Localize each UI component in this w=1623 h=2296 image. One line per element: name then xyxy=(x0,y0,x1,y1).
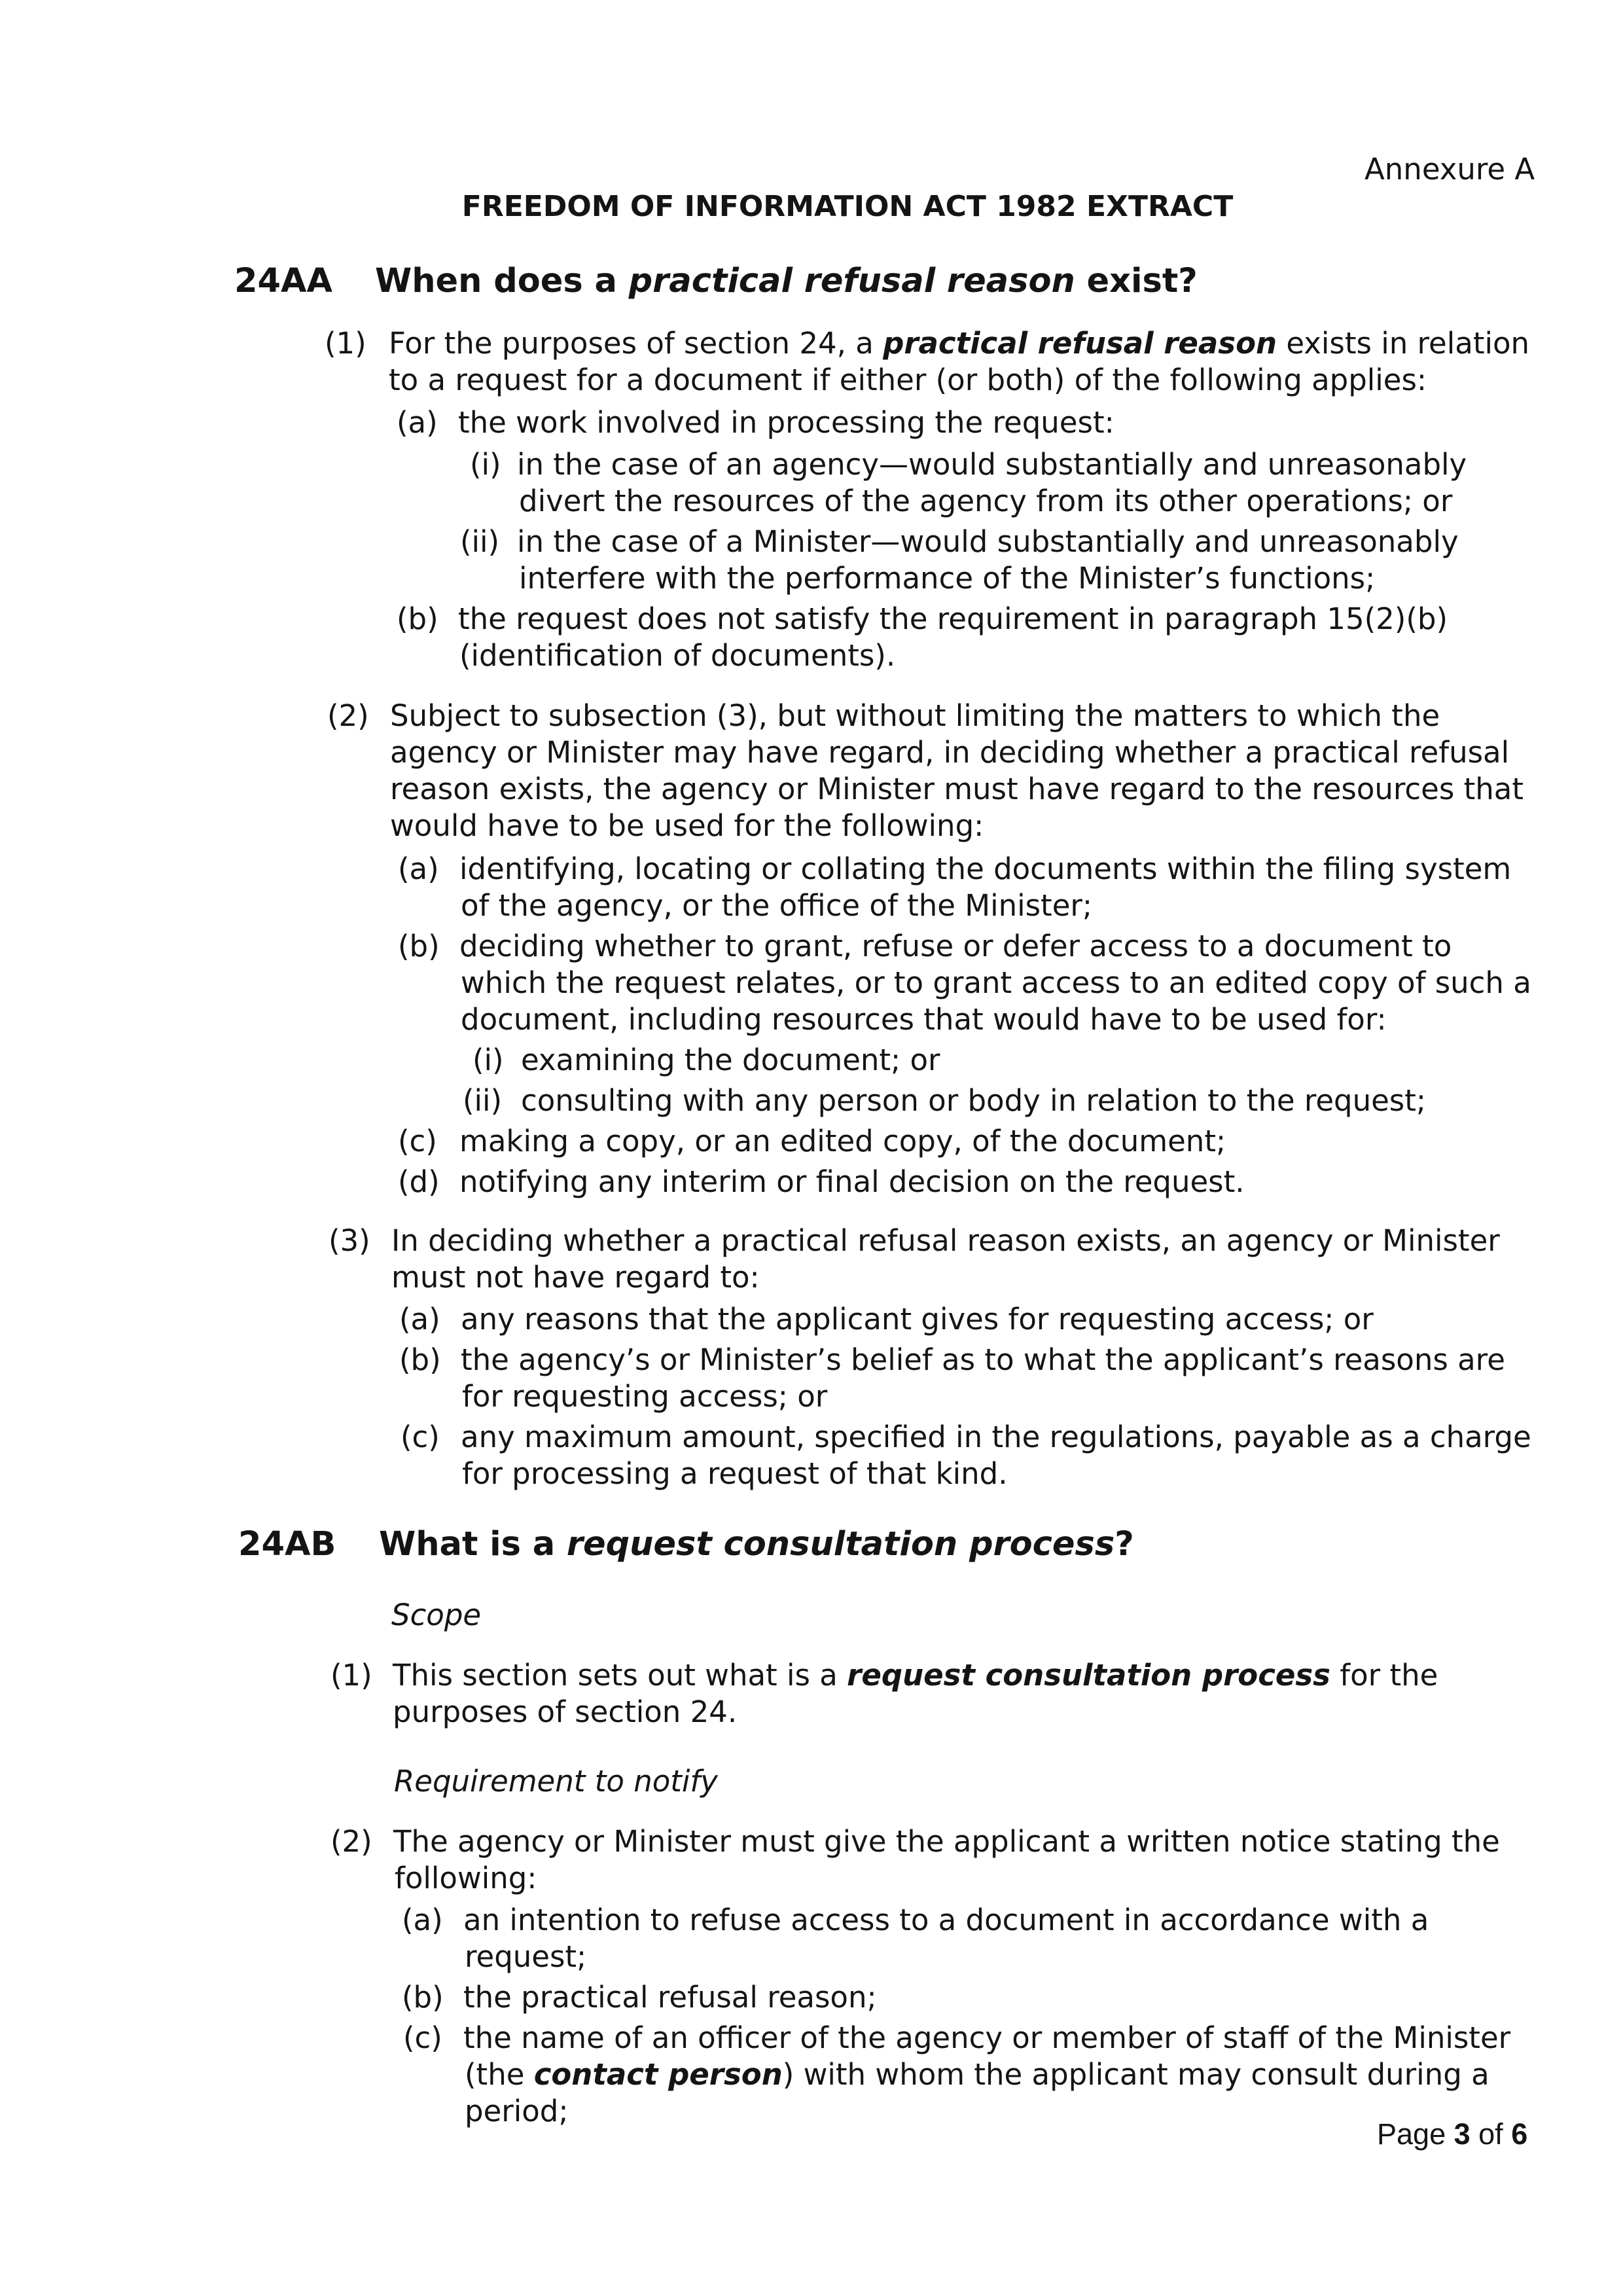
paragraph-text: (identification of documents). xyxy=(459,638,896,673)
defined-term: request consultation process xyxy=(847,1658,1330,1693)
heading-text: exist? xyxy=(1075,262,1198,300)
subparagraph-text: consulting with any person or body in relation to the request; xyxy=(521,1083,1427,1118)
paragraph-text: making a copy, or an edited copy, of the document; xyxy=(459,1124,1226,1158)
paragraph-number: (c) xyxy=(398,1124,437,1158)
subsection-number: (1) xyxy=(325,326,366,361)
paragraph-text: for processing a request of that kind. xyxy=(462,1456,1008,1491)
paragraph-number: (c) xyxy=(401,1420,440,1454)
heading-text: What is a xyxy=(379,1525,567,1564)
heading-text: When does a xyxy=(375,262,629,300)
subsection-number: (2) xyxy=(330,1824,372,1859)
subsection-number: (2) xyxy=(327,698,369,733)
paragraph-text: of the agency, or the office of the Minister; xyxy=(461,888,1093,923)
section-24aa-heading xyxy=(234,262,1198,300)
subparagraph-text: in the case of an agency—would substantially and unreasonably xyxy=(517,447,1467,482)
subsection-text: must not have regard to: xyxy=(391,1260,760,1295)
defined-term: practical refusal reason xyxy=(883,326,1277,361)
paragraph-text: the work involved in processing the request: xyxy=(458,405,1115,440)
subparagraph-text: interfere with the performance of the Minister’s functions; xyxy=(519,561,1376,596)
paragraph-text: (the contact person) with whom the applicant may consult during a xyxy=(465,2057,1489,2092)
subheading-scope: Scope xyxy=(391,1598,482,1632)
subparagraph-text: divert the resources of the agency from its other operations; or xyxy=(519,484,1453,518)
subparagraph-number: (i) xyxy=(473,1043,504,1077)
section-number: 24AA xyxy=(234,262,332,300)
document-title: FREEDOM OF INFORMATION ACT 1982 EXTRACT xyxy=(461,190,1234,223)
section-number: 24AB xyxy=(238,1525,336,1564)
subparagraph-number: (ii) xyxy=(460,524,500,559)
subsection-text: reason exists, the agency or Minister must have regard to the resources that xyxy=(390,772,1524,806)
paragraph-text: identifying, locating or collating the documents within the filing system xyxy=(459,852,1512,886)
annexure-label: Annexure A xyxy=(1364,152,1535,187)
subparagraph-number: (i) xyxy=(470,447,501,482)
subsection-text: For the purposes of section 24, a practical refusal reason exists in relation xyxy=(389,326,1530,361)
subparagraph-number: (ii) xyxy=(463,1083,503,1118)
paragraph-text: any reasons that the applicant gives for requesting access; or xyxy=(461,1302,1374,1336)
paragraph-number: (a) xyxy=(399,1302,440,1336)
paragraph-number: (b) xyxy=(398,929,440,963)
page-total: 6 xyxy=(1511,2117,1528,2151)
paragraph-text: the practical refusal reason; xyxy=(463,1980,877,2015)
paragraph-text: for requesting access; or xyxy=(462,1379,828,1414)
subsection-text: agency or Minister may have regard, in deciding whether a practical refusal xyxy=(390,735,1510,770)
subsection-text: Subject to subsection (3), but without limiting the matters to which the xyxy=(390,698,1440,733)
paragraph-number: (b) xyxy=(397,601,438,636)
subsection-text: In deciding whether a practical refusal reason exists, an agency or Minister xyxy=(391,1223,1500,1258)
heading-text: ? xyxy=(1115,1525,1134,1564)
subsection-number: (3) xyxy=(329,1223,370,1258)
paragraph-text: the agency’s or Minister’s belief as to what the applicant’s reasons are xyxy=(461,1342,1505,1377)
subsection-text: This section sets out what is a request consultation process for the xyxy=(393,1658,1438,1693)
heading-defined-term: practical refusal reason xyxy=(628,262,1075,300)
paragraph-text: period; xyxy=(465,2094,569,2128)
paragraph-number: (c) xyxy=(403,2020,442,2055)
paragraph-number: (a) xyxy=(402,1903,443,1937)
subsection-number: (1) xyxy=(330,1658,372,1693)
section-24ab-heading xyxy=(238,1525,1134,1564)
page-number: Page 3 of 6 xyxy=(1377,2117,1528,2151)
subsection-text: following: xyxy=(395,1861,537,1895)
paragraph-number: (b) xyxy=(399,1342,441,1377)
paragraph-text: an intention to refuse access to a document in accordance with a xyxy=(463,1903,1429,1937)
paragraph-text: notifying any interim or final decision on the request. xyxy=(459,1164,1245,1199)
paragraph-number: (b) xyxy=(402,1980,444,2015)
paragraph-text: the request does not satisfy the requirement in paragraph 15(2)(b) xyxy=(458,601,1448,636)
paragraph-text: any maximum amount, specified in the regulations, payable as a charge xyxy=(461,1420,1531,1454)
paragraph-number: (a) xyxy=(398,852,439,886)
subparagraph-text: examining the document; or xyxy=(521,1043,940,1077)
paragraph-text: request; xyxy=(465,1939,587,1974)
paragraph-number: (d) xyxy=(398,1164,440,1199)
subsection-text: would have to be used for the following: xyxy=(390,808,984,843)
subparagraph-text: in the case of a Minister—would substantially and unreasonably xyxy=(517,524,1459,559)
paragraph-text: deciding whether to grant, refuse or defer access to a document to xyxy=(459,929,1452,963)
defined-term: contact person xyxy=(533,2057,783,2092)
subheading-requirement-to-notify: Requirement to notify xyxy=(394,1764,718,1799)
subsection-text: The agency or Minister must give the applicant a written notice stating the xyxy=(393,1824,1500,1859)
heading-defined-term: request consultation process xyxy=(566,1525,1115,1564)
paragraph-text: document, including resources that would have to be used for: xyxy=(461,1002,1387,1037)
page-current: 3 xyxy=(1454,2117,1471,2151)
subsection-text: purposes of section 24. xyxy=(393,1695,738,1729)
subsection-text: to a request for a document if either (or both) of the following applies: xyxy=(389,363,1427,397)
paragraph-text: which the request relates, or to grant access to an edited copy of such a xyxy=(461,965,1531,1000)
paragraph-number: (a) xyxy=(397,405,438,440)
paragraph-text: the name of an officer of the agency or member of staff of the Minister xyxy=(463,2020,1511,2055)
